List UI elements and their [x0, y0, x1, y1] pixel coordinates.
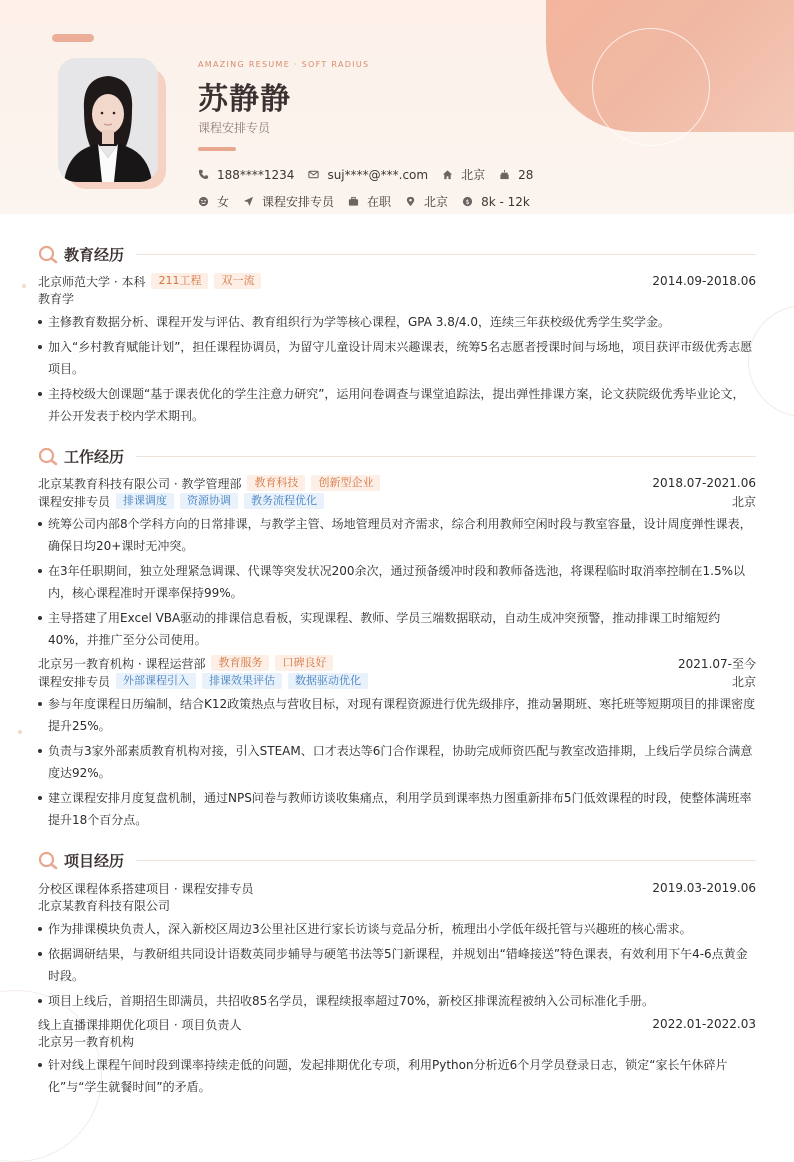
portrait-illustration: [58, 58, 158, 182]
list-item: 建立课程安排月度复盘机制，通过NPS问卷与教师访谈收集痛点，利用学员到课率热力图重新排布5门低效课程的时段，使整体满班率提升18个百分点。: [38, 787, 756, 831]
info-gender: [198, 193, 229, 210]
location-icon: [405, 196, 416, 207]
gender-text: 女: [217, 195, 230, 209]
list-item: 作为排课模块负责人，深入新校区周边3公里社区进行家长访谈与竞品分析，梳理出小学低年级托管与兴趣班的核心需求。: [38, 918, 756, 940]
send-icon: [243, 196, 254, 207]
school-name: 北京师范大学 · 本科: [38, 274, 146, 289]
gender-icon: [198, 196, 209, 207]
info-age: [499, 168, 533, 182]
section-header: [38, 446, 756, 466]
education-period: 2014.09-2018.06: [652, 274, 756, 288]
skill-tag: 教务流程优化: [244, 493, 324, 509]
email-text: suj****@***.com: [327, 167, 429, 182]
project-name: 分校区课程体系搭建项目 · 课程安排专员: [38, 881, 254, 896]
skill-tag: 数据驱动优化: [288, 673, 368, 689]
salary-icon: [462, 196, 473, 207]
briefcase-icon: [348, 196, 359, 207]
phone-icon: [198, 169, 209, 180]
job-position: 课程安排专员: [38, 494, 111, 509]
company-tag: 教育科技: [247, 475, 305, 491]
list-item: 主修教育数据分析、课程开发与评估、教育组织行为学等核心课程，GPA 3.8/4.0，连续三年获校级优秀学生奖学金。: [38, 311, 756, 333]
home-text: 北京: [461, 168, 486, 182]
decorative-pill: [52, 34, 94, 42]
skill-tag: 排课调度: [116, 493, 174, 509]
role-underline: [198, 147, 236, 151]
education-section: [38, 244, 756, 427]
section-title: 项目经历: [64, 851, 125, 870]
info-target-role: [243, 193, 334, 210]
education-major: 教育学: [38, 292, 75, 306]
list-item: 主导搭建了用Excel VBA驱动的排课信息看板，实现课程、教师、学员三端数据联动，自动生成冲突预警，推动排课工时缩短约40%，并推广至分公司使用。: [38, 607, 756, 651]
project-period: 2019.03-2019.06: [652, 881, 756, 895]
project-org: 北京某教育科技有限公司: [38, 899, 171, 913]
list-item: 负责与3家外部素质教育机构对接，引入STEAM、口才表达等6门合作课程，协助完成师资匹配与教室改造排期，上线后学员综合满意度达92%。: [38, 740, 756, 784]
project-bullets: [38, 1054, 756, 1098]
candidate-name: 苏静静: [198, 82, 291, 117]
list-item: 依据调研结果，与教研组共同设计语数英同步辅导与硬笔书法等5门新课程，并规划出“错峰接送”特色课表，有效利用下午4-6点黄金时段。: [38, 943, 756, 987]
info-status: [348, 193, 391, 210]
decorative-dot: [22, 284, 26, 288]
decorative-ring: [592, 28, 710, 146]
project-entry: [38, 1015, 756, 1033]
list-item: 加入“乡村教育赋能计划”，担任课程协调员，为留守儿童设计周末兴趣课表，统筹5名志愿者授课时间与场地，项目获评市级优秀志愿项目。: [38, 336, 756, 380]
job-bullets: [38, 513, 756, 651]
job-period: 2018.07-2021.06: [652, 476, 756, 490]
job-position-row: [38, 672, 756, 690]
project-name: 线上直播课排期优化项目 · 项目负责人: [38, 1017, 242, 1032]
section-magnifier-icon: [38, 244, 58, 264]
status-text: 在职: [367, 195, 392, 209]
company-tag: 教育服务: [211, 655, 269, 671]
resume-header: [0, 0, 794, 214]
salary-text: 8k - 12k: [481, 194, 530, 209]
resume-kicker: AMAZING RESUME · SOFT RADIUS: [198, 60, 370, 69]
location-text: 北京: [424, 195, 449, 209]
info-email: [308, 168, 428, 182]
section-title: 工作经历: [64, 447, 125, 466]
job-city: 北京: [731, 494, 756, 509]
list-item: 主持校级大创课题“基于课表优化的学生注意力研究”，运用问卷调查与课堂追踪法，提出弹性排课方案，论文获院级优秀毕业论文，并公开发表于校内学术期刊。: [38, 383, 756, 427]
section-magnifier-icon: [38, 850, 58, 870]
education-entry: [38, 272, 756, 290]
project-org: 北京另一教育机构: [38, 1035, 135, 1049]
cake-icon: [499, 169, 510, 180]
section-header: [38, 850, 756, 870]
info-phone: [198, 168, 294, 182]
company-tag: 口碑良好: [275, 655, 333, 671]
job-position-row: [38, 492, 756, 510]
list-item: 统筹公司内部8个学科方向的日常排课，与教学主管、场地管理员对齐需求，综合利用教师空闲时段与教室容量，设计周度弹性课表，确保日均20+课时无冲突。: [38, 513, 756, 557]
info-home: [442, 166, 485, 183]
job-entry: [38, 474, 756, 492]
education-bullets: [38, 311, 756, 427]
avatar: [58, 58, 158, 182]
list-item: 参与年度课程日历编制，结合K12政策热点与营收目标，对现有课程资源进行优先级排序，推动暑期班、寒托班等短期项目的排课密度提升25%。: [38, 693, 756, 737]
info-location: [405, 193, 448, 210]
project-entry: [38, 879, 756, 897]
section-magnifier-icon: [38, 446, 58, 466]
job-period: 2021.07-至今: [678, 656, 756, 671]
contact-row: [198, 166, 547, 183]
skill-tag: 外部课程引入: [116, 673, 196, 689]
home-icon: [442, 169, 453, 180]
projects-section: [38, 850, 756, 1098]
section-divider: [136, 254, 756, 255]
section-divider: [136, 456, 756, 457]
company-name: 北京某教育科技有限公司 · 教学管理部: [38, 476, 242, 491]
list-item: 在3年任职期间，独立处理紧急调课、代课等突发状况200余次，通过预备缓冲时段和教师备选池，将课程临时取消率控制在1.5%以内，核心课程准时开课率保持99%。: [38, 560, 756, 604]
company-tag: 创新型企业: [311, 475, 380, 491]
skill-tag: 排课效果评估: [202, 673, 282, 689]
job-city: 北京: [731, 674, 756, 689]
list-item: 针对线上课程午间时段到课率持续走低的问题，发起排期优化专项，利用Python分析近6个月学员登录日志，锁定“家长午休碎片化”与“学生就餐时间”的矛盾。: [38, 1054, 756, 1098]
info-salary: [462, 195, 530, 209]
project-bullets: [38, 918, 756, 1012]
skill-tag: 资源协调: [180, 493, 238, 509]
job-entry: [38, 654, 756, 672]
svg-text:$: $: [465, 197, 470, 206]
profile-row: [198, 193, 544, 210]
company-name: 北京另一教育机构 · 课程运营部: [38, 656, 206, 671]
school-tag: 双一流: [214, 273, 261, 289]
work-section: [38, 446, 756, 831]
section-header: [38, 244, 756, 264]
section-divider: [136, 860, 756, 861]
job-bullets: [38, 693, 756, 831]
section-title: 教育经历: [64, 245, 125, 264]
target-role-text: 课程安排专员: [262, 195, 335, 209]
age-text: 28: [518, 167, 534, 182]
mail-icon: [308, 169, 319, 180]
project-period: 2022.01-2022.03: [652, 1017, 756, 1031]
job-position: 课程安排专员: [38, 674, 111, 689]
decorative-dot: [18, 730, 22, 734]
list-item: 项目上线后，首期招生即满员，共招收85名学员，课程续报率超过70%，新校区排课流程被纳入公司标准化手册。: [38, 990, 756, 1012]
candidate-role: 课程安排专员: [198, 121, 271, 135]
school-tag: 211工程: [151, 273, 208, 289]
phone-text: 188****1234: [217, 167, 295, 182]
